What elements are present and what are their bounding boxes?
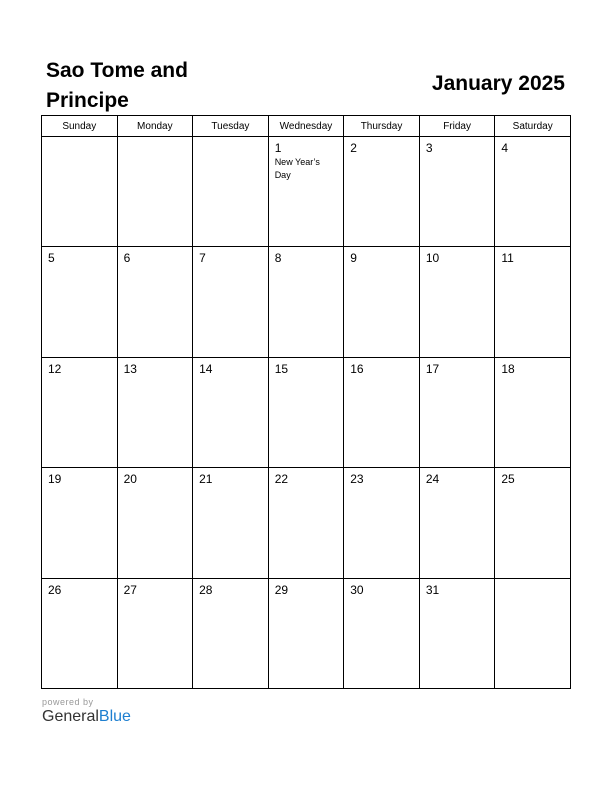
day-cell xyxy=(495,468,571,578)
week-row xyxy=(42,578,571,688)
day-number: 29 xyxy=(274,582,289,597)
week-row xyxy=(42,468,571,578)
brand-blue: Blue xyxy=(98,708,131,725)
day-number: 4 xyxy=(501,141,509,155)
day-number: 26 xyxy=(48,582,62,597)
day-number: 10 xyxy=(425,251,440,266)
day-cell xyxy=(344,468,420,578)
day-cell xyxy=(419,357,495,467)
week-row xyxy=(42,247,571,357)
day-number: 13 xyxy=(123,361,137,376)
weekday-sunday: Sunday xyxy=(42,116,118,137)
day-cell xyxy=(117,137,193,247)
day-cell xyxy=(42,578,118,688)
day-number: 6 xyxy=(123,251,131,266)
day-cell xyxy=(117,357,193,467)
weekday-friday: Friday xyxy=(419,116,495,137)
day-cell xyxy=(117,578,193,688)
calendar-grid xyxy=(41,115,571,689)
day-number: 21 xyxy=(199,472,213,487)
day-number: 5 xyxy=(48,251,55,266)
day-number: 24 xyxy=(425,472,440,487)
weekday-saturday: Saturday xyxy=(495,116,571,137)
day-cell xyxy=(193,578,269,688)
day-number: 15 xyxy=(274,361,289,376)
day-number: 7 xyxy=(199,251,206,266)
day-number: 11 xyxy=(501,251,514,266)
powered-by-text: powered by xyxy=(42,697,94,707)
brand-general: General xyxy=(42,708,99,725)
day-cell xyxy=(419,137,495,247)
day-number: 19 xyxy=(48,472,62,487)
day-number: 17 xyxy=(425,361,440,376)
day-cell xyxy=(419,247,495,357)
day-cell xyxy=(495,247,571,357)
day-cell xyxy=(344,247,420,357)
weekday-tuesday: Tuesday xyxy=(193,116,269,137)
day-cell xyxy=(268,468,344,578)
day-number: 28 xyxy=(199,582,213,597)
day-number: 22 xyxy=(274,472,289,487)
day-cell xyxy=(42,137,118,247)
day-number: 12 xyxy=(48,361,62,376)
day-cell xyxy=(117,247,193,357)
day-number: 16 xyxy=(350,361,364,376)
holiday-label: New Year’s Day xyxy=(274,157,320,180)
weekday-header-row xyxy=(42,116,571,137)
day-number: 23 xyxy=(350,472,364,487)
day-number: 20 xyxy=(123,472,137,487)
day-number: 1 xyxy=(274,141,282,155)
day-cell xyxy=(268,357,344,467)
day-number: 31 xyxy=(425,582,440,597)
week-row xyxy=(42,357,571,467)
weekday-monday: Monday xyxy=(117,116,193,137)
day-number: 18 xyxy=(501,361,515,376)
day-cell xyxy=(268,247,344,357)
weekday-thursday: Thursday xyxy=(344,116,420,137)
week-row xyxy=(42,137,571,247)
day-cell xyxy=(344,578,420,688)
day-cell xyxy=(193,468,269,578)
day-cell xyxy=(193,137,269,247)
day-number: 8 xyxy=(274,251,282,266)
month-title: January 2025 xyxy=(431,72,565,95)
day-cell xyxy=(268,578,344,688)
country-title: Sao Tome and Principe xyxy=(46,59,188,112)
day-number: 2 xyxy=(350,141,357,155)
day-number: 9 xyxy=(350,251,357,266)
day-cell xyxy=(117,468,193,578)
day-cell xyxy=(42,357,118,467)
day-cell xyxy=(495,137,571,247)
day-cell xyxy=(419,578,495,688)
day-cell xyxy=(42,247,118,357)
day-number: 27 xyxy=(123,582,137,597)
weekday-wednesday: Wednesday xyxy=(268,116,344,137)
day-cell xyxy=(344,357,420,467)
day-number: 25 xyxy=(501,472,515,487)
generalblue-logo[interactable] xyxy=(42,707,131,727)
day-cell xyxy=(268,137,344,247)
day-cell xyxy=(42,468,118,578)
footer xyxy=(42,697,131,727)
day-number: 30 xyxy=(350,582,364,597)
day-cell xyxy=(193,357,269,467)
day-cell xyxy=(193,247,269,357)
day-number: 14 xyxy=(199,361,213,376)
day-cell xyxy=(419,468,495,578)
day-cell xyxy=(495,578,571,688)
day-cell xyxy=(495,357,571,467)
day-cell xyxy=(344,137,420,247)
day-number: 3 xyxy=(425,141,433,155)
